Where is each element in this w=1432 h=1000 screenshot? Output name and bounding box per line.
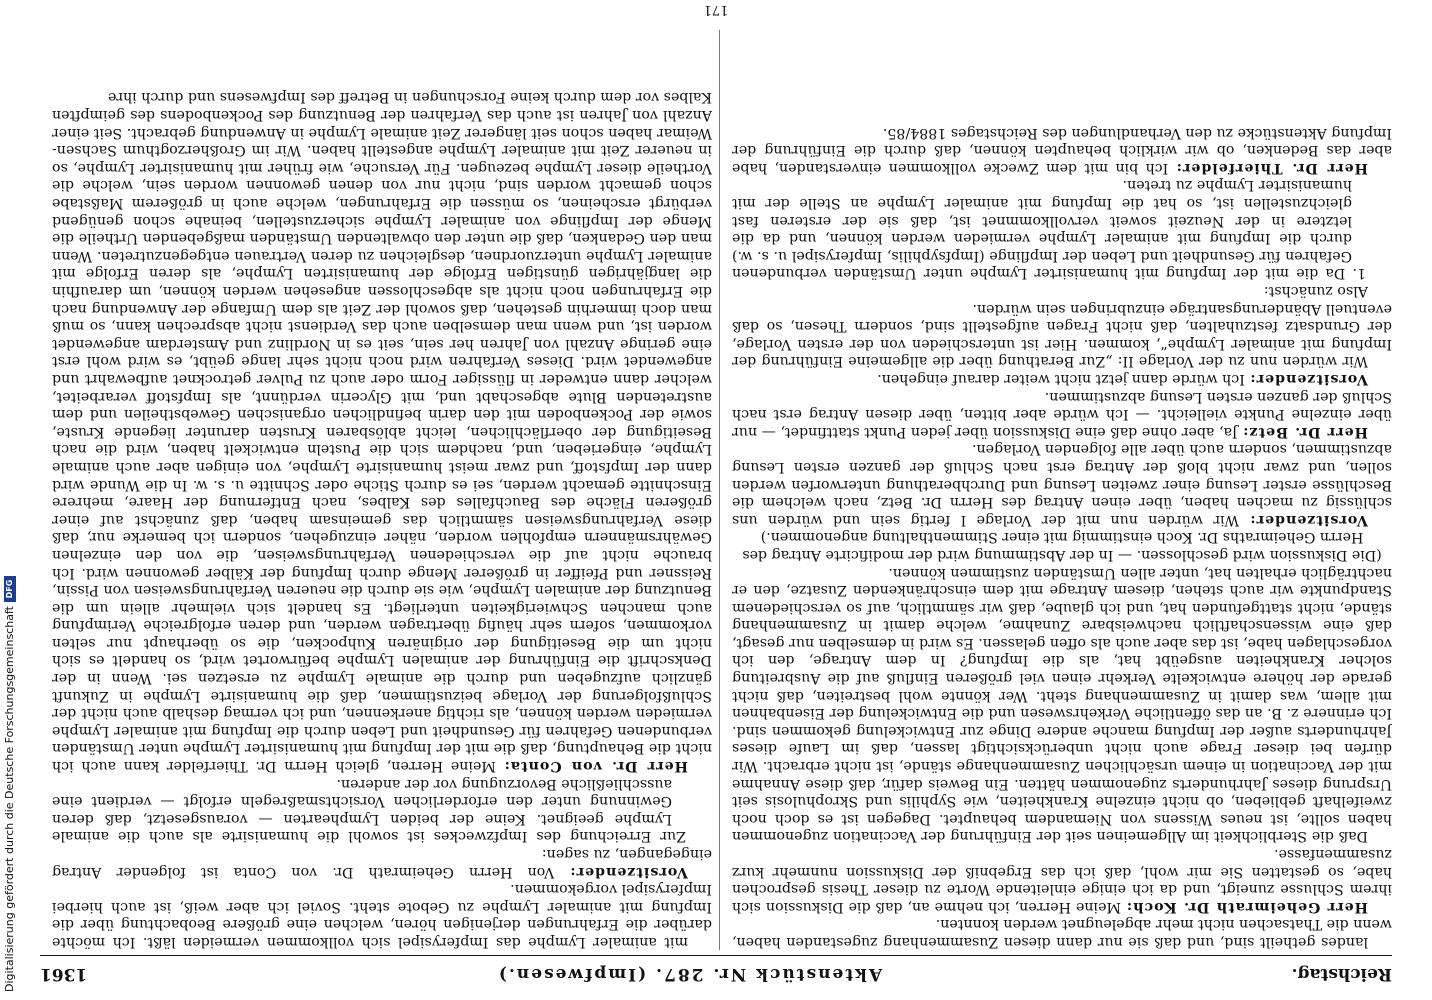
protocol-note: (Die Diskussion wird geschlossen. — In der Abstimmung wird der modificirte Antrag des Herrn Geheimraths Dr. Koch einstimmig mit einer Stimmenthaltung angenommen.) — [742, 529, 1382, 563]
speech-text: Von Herrn Geheimrath Dr. von Conta ist folgender Antrag eingegangen, zu sagen: — [52, 846, 712, 880]
speech-paragraph — [732, 369, 1392, 387]
body-paragraph: Daß die Sterblichkeit im Allgemeinen seit der Einführung der Vaccination zugenommen haben sollte, ist neues Wissens von Niemandem behauptet. Dagegen ist es doch noch zweifelhaft geblieben, ob nicht einzelne Krankheiten, wie Syphilis und Skrophulosis seit Ursprung dieses Jahrhunderts zugenommen hätten. Ein Beweis dafür, daß diese Annahme mit der Vaccination in einem ursächlichen Zusammenhange stände, ist nicht erbracht. Wir dürfen bei dieser Frage auch nicht unberücksichtigt lassen, daß im Laufe dieses Jahrhunderts außer der Impfung manche andere Dinge zur Entwickelung gekommen sind. Ich erinnere z. B. an das öffentliche Verkehrswesen und die Entwickelung der Eisenbahnen mit allem, was damit in Zusammenhang steht. Wer könnte wohl bestreiten, daß nicht gerade der höhere entwickelte Verkehr einen viel größeren Einfluß auf die Ausbreitung solcher Krankheiten ausgeübt hat, als die Impfung? In dem Antrage, den ich vorgeschlagen habe, ist das aber auch als offen gelassen. Es wird in demselben nur gesagt, daß eine wissenschaftlich nachweisbare Zunahme, welche damit in Zusammenhang stände, nicht stattgefunden hat, und ich glaube, daß wir sämmtlich, auf so verschiedenem Standpunkte wir auch stehen, diesem Antrage mit dem einschränkenden Zusatze, den er nachträglich erhalten hat, unter allen Umständen zustimmen können. — [732, 564, 1392, 845]
speech-paragraph — [732, 844, 1392, 914]
digitization-sidebar — [0, 0, 20, 1000]
speaker-name: Herr Dr. Betz: — [1242, 423, 1368, 440]
speech-text: Meine Herren, gleich Herrn Dr. Thierfelder kann auch ich nicht die Behauptung, daß die mit der Impfung mit humanisirter Lymphe unter Umständen verbundenen Gefahren für Gesundheit und Leben durch die Impfung mit animaler Lymphe vermieden werden können, als richtig anerkennen, und ich vermag deshalb auch nicht der Schlußfolgerung der Vorlage beizustimmen, daß die humanisirte Lymphe in Zukunft gänzlich aufzugeben und durch die animale Lymphe zu ersetzen sei. Wenn in der Denkschrift die Einführung der animalen Lymphe befürwortet wird, so handelt es sich nicht um die Beseitigung der originären Kuhpocken, die so überhaupt nur selten vorkommen, sofern sehr häufig übertragen werden, und deren erfolgreiche Verimpfung auch manchen Schwierigkeiten unterliegt. Es handelt sich vielmehr allein um die Benutzung der animalen Lymphe, wie sie durch die neueren Verfahrungsweisen von Pissin, Reissner und Pfeiffer in größerer Menge durch Impfung der Kälber gewonnen wird. Ich brauche nicht auf die verschiedenen Verfahrungsweisen, die von den einzelnen Gewährsmännern empfohlen worden, näher einzugehen, sondern ich bemerke nur, daß diese Verfahrungsweisen sämmtlich das gemeinsam haben, daß zunächst auf einer größeren Fläche des Bauchfalles des Kalbes, nach Entfernung der Haare, mehrere Einschnitte gemacht werden, sei es durch Stiche oder Schnitte u. s. w. In die Wunde wird dann der Impfstoff, und zwar meist humanisirte Lymphe, von einigen aber auch animale Lymphe, eingerieben, und, nachdem sich die Pusteln entwickelt haben, wird die nach Beseitigung der oberflächlichen, leicht ablösbaren Krusten darunter liegende Kruste, sowie der Pockenboden mit den darin befindlichen organischen Gewebstheilen und dem austretenden Blute abgeschabt und, mit Glycerin verdünnt, als Impfstoff verarbeitet, welcher dann entweder in flüssiger Form oder auch zu Pulver getrocknet aufbewahrt und angewendet wird. Dieses Verfahren wird noch nicht sehr lange geübt, es wird wohl erst eine geringe Anzahl von Jahren her sein, seit es in Nordlinz und Amsterdam angewendet worden ist, und wenn man demselben auch das Verdienst nicht absprechen kann, so muß man doch immerhin gestehen, daß sowohl der Zeit als dem Umfange der Anwendung nach die Erfahrungen noch nicht als abgeschlossen angesehen werden können, um daraufhin die langjährigen günstigen Erfolge der humanisirten Lymphe, als deren Erfolge mit animaler Lymphe unterzuordnen, desgleichen zu deren Vertrauen entgegenzutreten. Wenn man den Gedanken, daß die unter den obwaltenden Umständen maßgebenden Urtheile die Menge der Impflinge von animaler Lymphe sicherzustellen, beinahe schon genügend verbürgt erscheinen, so müssen die Erfahrungen, welche auch in größerem Maßstabe schon gemacht worden sind, nicht nur von denen gewonnen worden sein, welche die Vortheile dieser Lymphe bezeugen. Für Versuche, wie früher mit humanisirter Lymphe, so in neuerer Zeit mit animaler Lymphe angestellt haben. Wir im Großherzogthum Sachsen-Weimar haben schon seit längerer Zeit animale Lymphe in Anwendung gebracht. Seit einer Anzahl von Jahren ist auch das Verfahren der Benutzung des Pockenbodens des geimpften Kalbes vor dem durch keine Forschungen in Betreff des Impfwesens und durch ihre — [52, 89, 712, 775]
speech-text: Ja, aber ohne daß eine Diskussion über jeden Punkt stattfindet, — nur über einzelne Punkte vielleicht. — Ich würde aber bitten, über diesen Antrag erst nach Schluß der ganzen ersten Lesung abzustimmen. — [732, 388, 1392, 440]
speech-paragraph — [732, 440, 1392, 528]
speech-paragraph — [52, 88, 712, 774]
body-paragraph: landes getheilt sind, und daß sie nur dann diesen Zusammenhang zugestanden haben, wenn die Thatsachen nicht mehr abgeleugnet werden konnten. — [732, 916, 1392, 950]
body-paragraph: Wir würden nun zu der Vorlage II: „Zur Berathung über die allgemeine Einführung der Impfung mit animaler Lymphe“, kommen. Hier ist unterschieden von der ersten Vorlage, der Grundsatz festzuhalten, daß nicht Fragen aufgestellt sind, sondern Thesen, so daß eventuell Abänderungsanträge einzubringen sein würden. — [732, 300, 1392, 370]
header-left: Reichstag. — [1291, 964, 1392, 984]
sidebar-credit-text: Digitalisierung gefördert durch die Deutsche Forschungsgemeinschaft — [3, 606, 16, 992]
speaker-name: Herr Dr. Thierfelder: — [1175, 159, 1368, 176]
speaker-name: Herr Dr. von Conta: — [503, 758, 688, 775]
speaker-name: Vorsitzender: — [569, 863, 688, 880]
sidebar-credit — [3, 576, 17, 992]
thesis-paragraph: Zur Erreichung des Impfzweckes ist sowohl die humanisirte als auch die animale Lymphe geeignet. Keine der beiden Lymphearten — vorausgesetzt, daß deren Gewinnung unter den erforderlichen Vorsichtsmaßregeln erfolgt — verdient eine ausschließliche Bevorzugung vor der anderen. — [52, 775, 686, 845]
page-header — [40, 954, 1392, 994]
speech-text: Wir würden nun mit der Vorlage I fertig sein und würden uns schlüssig zu machen haben, über einen Antrag des Herrn Dr. Betz, nach welchem die Beschlüsse erster Lesung einer zweiten Lesung und Durchberathung unterworfen werden sollen, und zwar nicht bloß der Antrag erst nach Schluß der ganzen ersten Lesung abzustimmen, sondern auch über alle folgenden Vorlagen. — [732, 441, 1392, 528]
speaker-name: Vorsitzender: — [1249, 511, 1368, 528]
speech-text: Ich bin mit dem Zwecke vollkommen einverstanden, habe aber das Bedenken, ob wir wirklich behaupten können, daß durch die Einführung der Impfung Aktenstücke zu den Verhandlungen des Reichstages 1884/85. — [732, 124, 1392, 176]
speech-text: Meine Herren, ich nehme an, daß die Diskussion sich ihrem Schlusse zuneigt, und da ich einige einleitende Worte zu dieser Thesis gesprochen habe, so gestatten Sie mir wohl, daß ich das Ergebniß der Diskussion nunmehr kurz zusammenfasse. — [732, 846, 1392, 915]
speech-text: Ich würde dann jetzt nicht weiter darauf eingehen. — [877, 371, 1250, 387]
header-page-number: 1361 — [40, 964, 88, 984]
header-title: Aktenstück Nr. 287. (Impfwesen.) — [496, 964, 883, 984]
left-column — [732, 24, 1392, 950]
right-column — [52, 24, 712, 950]
speech-paragraph — [732, 387, 1392, 440]
header-rule — [40, 955, 1392, 956]
body-paragraph: mit animaler Lymphe das Impferysipel sich vollkommen vermeiden läßt. Ich möchte darüber die Erfahrungen derjenigen hören, welchen eine größere Beobachtung über die Impfung mit animaler Lymphe zu Gebote steht. Soviel ich aber weiß, ist auch hierbei Impferysipel vorgekommen. — [52, 881, 712, 950]
column-divider — [719, 30, 720, 950]
thesis-paragraph: 1. Da die mit der Impfung mit humanisirter Lymphe unter Umständen verbundenen Gefahren für Gesundheit und Leben der Impflinge (Impfsyphilis, Impferysipel u. s. w.) durch die Impfung mit animaler Lymphe vermieden werden können, und da die letztere in der Neuzeit soweit vervollkommnet ist, daß sie der ersteren fast gleichzustellen ist, so hat die Impfung mit animaler Lymphe an Stelle der mit humanisirter Lymphe zu treten. — [732, 177, 1366, 282]
speech-paragraph — [732, 123, 1392, 176]
speech-paragraph — [52, 844, 712, 879]
speaker-name: Vorsitzender: — [1249, 371, 1368, 387]
footer-page-number: 171 — [703, 2, 729, 17]
speaker-name: Herr Geheimrath Dr. Koch: — [1125, 898, 1368, 915]
body-paragraph: Also zunächst: — [1263, 283, 1368, 300]
dfg-logo-icon: DFG — [4, 576, 16, 602]
